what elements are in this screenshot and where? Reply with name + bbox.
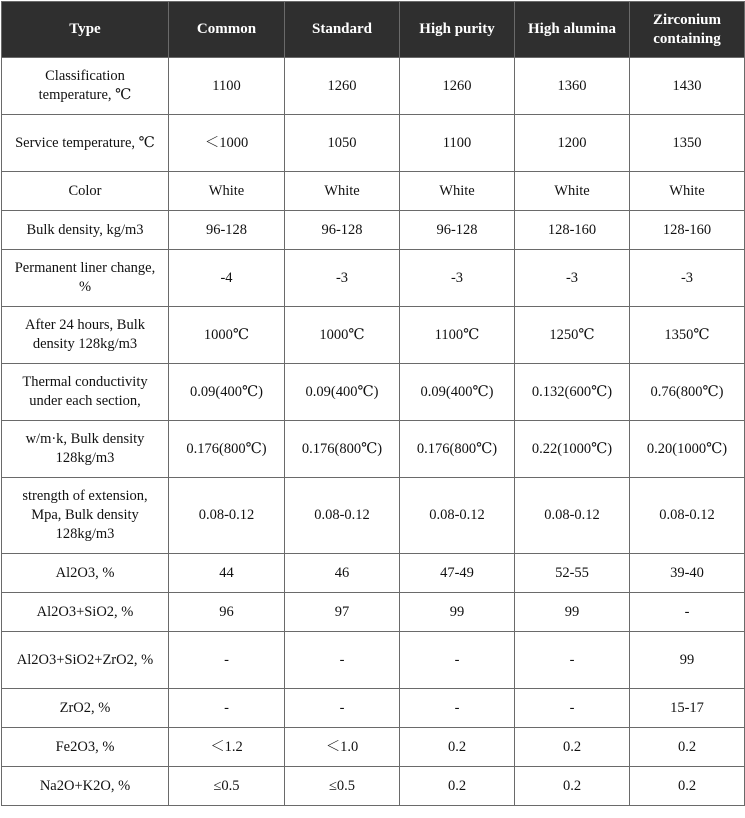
table-cell: 46 <box>285 554 400 593</box>
header-row <box>2 2 745 58</box>
row-label: Al2O3+SiO2+ZrO2, % <box>2 632 169 689</box>
table-cell: 99 <box>630 632 745 689</box>
table-cell: 128-160 <box>630 211 745 250</box>
table-cell: 0.08-0.12 <box>169 478 285 554</box>
table-cell: 0.08-0.12 <box>285 478 400 554</box>
table-cell: 96-128 <box>285 211 400 250</box>
table-cell: 0.76(800℃) <box>630 364 745 421</box>
table-cell: 1100 <box>169 58 285 115</box>
table-cell: 0.2 <box>400 728 515 767</box>
row-label: Al2O3, % <box>2 554 169 593</box>
table-cell: - <box>630 593 745 632</box>
table-cell: -3 <box>400 250 515 307</box>
table-cell: - <box>400 632 515 689</box>
table-cell: 96 <box>169 593 285 632</box>
table-row <box>2 58 745 115</box>
table-cell: - <box>169 689 285 728</box>
properties-table <box>1 1 745 806</box>
table-cell: 1260 <box>400 58 515 115</box>
table-cell: 0.22(1000℃) <box>515 421 630 478</box>
row-label: Bulk density, kg/m3 <box>2 211 169 250</box>
table-row <box>2 632 745 689</box>
table-row <box>2 421 745 478</box>
table-cell: 0.08-0.12 <box>400 478 515 554</box>
table-cell: 0.09(400℃) <box>169 364 285 421</box>
table-cell: 0.176(800℃) <box>400 421 515 478</box>
table-cell: 99 <box>400 593 515 632</box>
table-row <box>2 211 745 250</box>
table-row <box>2 307 745 364</box>
header-high-alumina: High alumina <box>515 2 630 58</box>
row-label: After 24 hours, Bulk density 128kg/m3 <box>2 307 169 364</box>
row-label: Na2O+K2O, % <box>2 767 169 806</box>
table-cell: -3 <box>630 250 745 307</box>
table-cell: White <box>400 172 515 211</box>
row-label: Al2O3+SiO2, % <box>2 593 169 632</box>
table-cell: ≤0.5 <box>285 767 400 806</box>
header-standard: Standard <box>285 2 400 58</box>
table-cell: 0.20(1000℃) <box>630 421 745 478</box>
table-row <box>2 115 745 172</box>
table-cell: 0.2 <box>630 767 745 806</box>
row-label: Thermal conductivity under each section, <box>2 364 169 421</box>
table-cell: 1250℃ <box>515 307 630 364</box>
table-cell: 39-40 <box>630 554 745 593</box>
table-row <box>2 593 745 632</box>
table-row <box>2 554 745 593</box>
table-cell: -3 <box>515 250 630 307</box>
table-cell: 96-128 <box>400 211 515 250</box>
table-cell: 96-128 <box>169 211 285 250</box>
row-label: w/m·k, Bulk density 128kg/m3 <box>2 421 169 478</box>
table-cell: - <box>515 632 630 689</box>
table-cell: 1200 <box>515 115 630 172</box>
table-cell: 0.08-0.12 <box>515 478 630 554</box>
table-cell: 0.2 <box>515 767 630 806</box>
table-row <box>2 172 745 211</box>
table-cell: 52-55 <box>515 554 630 593</box>
table-cell: ＜1.2 <box>169 728 285 767</box>
table-cell: 1000℃ <box>169 307 285 364</box>
table-cell: 128-160 <box>515 211 630 250</box>
table-cell: -4 <box>169 250 285 307</box>
table-cell: 0.09(400℃) <box>400 364 515 421</box>
row-label: Classification temperature, ℃ <box>2 58 169 115</box>
table-row <box>2 478 745 554</box>
table-cell: 1260 <box>285 58 400 115</box>
header-high-purity: High purity <box>400 2 515 58</box>
table-cell: - <box>515 689 630 728</box>
table-cell: 99 <box>515 593 630 632</box>
row-label: strength of extension, Mpa, Bulk density 128kg/m3 <box>2 478 169 554</box>
table-cell: 44 <box>169 554 285 593</box>
table-cell: 15-17 <box>630 689 745 728</box>
table-cell: 0.2 <box>400 767 515 806</box>
table-cell: 1000℃ <box>285 307 400 364</box>
table-cell: - <box>400 689 515 728</box>
table-cell: 1100℃ <box>400 307 515 364</box>
table-cell: - <box>285 689 400 728</box>
table-cell: 1100 <box>400 115 515 172</box>
table-cell: 0.08-0.12 <box>630 478 745 554</box>
table-cell: 0.176(800℃) <box>169 421 285 478</box>
header-common: Common <box>169 2 285 58</box>
table-cell: 1430 <box>630 58 745 115</box>
table-cell: -3 <box>285 250 400 307</box>
table-cell: 0.176(800℃) <box>285 421 400 478</box>
table-header <box>2 2 745 58</box>
table-cell: 1350 <box>630 115 745 172</box>
header-zirconium-containing: Zirconium containing <box>630 2 745 58</box>
table-cell: White <box>285 172 400 211</box>
table-row <box>2 250 745 307</box>
table-cell: - <box>169 632 285 689</box>
table-row <box>2 689 745 728</box>
table-cell: 0.132(600℃) <box>515 364 630 421</box>
table-cell: White <box>169 172 285 211</box>
table-cell: White <box>515 172 630 211</box>
table-row <box>2 767 745 806</box>
table-row <box>2 364 745 421</box>
table-cell: White <box>630 172 745 211</box>
row-label: Permanent liner change, % <box>2 250 169 307</box>
table-body <box>2 58 745 806</box>
row-label: ZrO2, % <box>2 689 169 728</box>
table-cell: ＜1000 <box>169 115 285 172</box>
table-cell: 0.2 <box>630 728 745 767</box>
row-label: Fe2O3, % <box>2 728 169 767</box>
table-cell: ＜1.0 <box>285 728 400 767</box>
table-cell: 47-49 <box>400 554 515 593</box>
table-cell: 0.09(400℃) <box>285 364 400 421</box>
table-cell: ≤0.5 <box>169 767 285 806</box>
table-cell: - <box>285 632 400 689</box>
table-cell: 97 <box>285 593 400 632</box>
table-row <box>2 728 745 767</box>
table-cell: 0.2 <box>515 728 630 767</box>
table-cell: 1050 <box>285 115 400 172</box>
row-label: Service temperature, ℃ <box>2 115 169 172</box>
table-cell: 1360 <box>515 58 630 115</box>
header-type: Type <box>2 2 169 58</box>
row-label: Color <box>2 172 169 211</box>
table-cell: 1350℃ <box>630 307 745 364</box>
